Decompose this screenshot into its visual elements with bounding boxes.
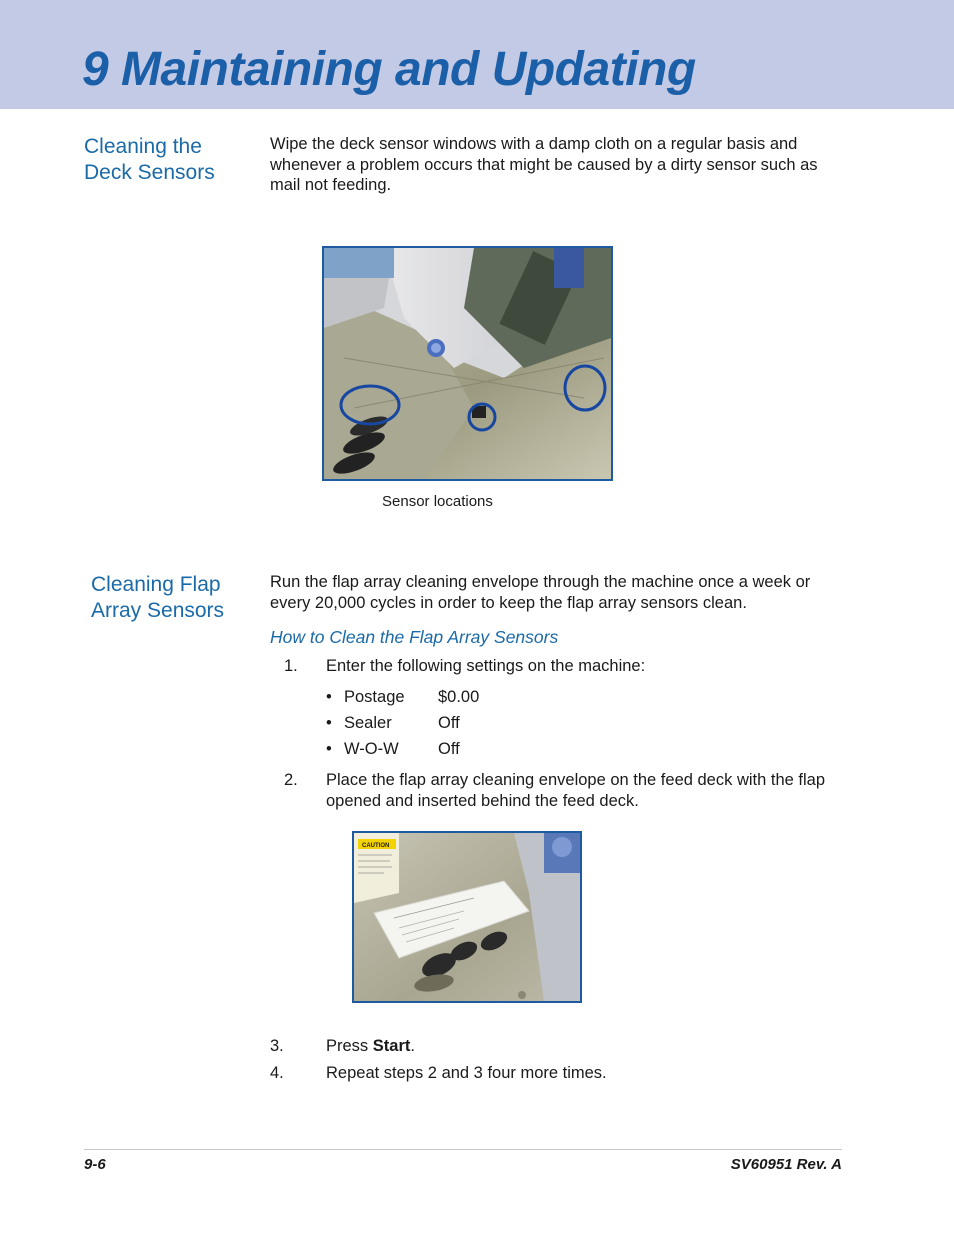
caution-label: CAUTION bbox=[362, 843, 390, 849]
step-3 bbox=[270, 1036, 830, 1058]
step-number: 2. bbox=[284, 771, 298, 789]
procedure-subheading: How to Clean the Flap Array Sensors bbox=[270, 627, 559, 647]
sensor-locations-illustration bbox=[324, 248, 611, 479]
step-number: 3. bbox=[270, 1037, 284, 1055]
setting-value: Off bbox=[438, 714, 460, 732]
bullet: • bbox=[326, 714, 332, 732]
setting-sealer bbox=[326, 714, 526, 736]
setting-value: $0.00 bbox=[438, 688, 480, 706]
step-2 bbox=[284, 770, 824, 814]
step-text: Repeat steps 2 and 3 four more times. bbox=[326, 1064, 607, 1082]
step-text: Enter the following settings on the machine: bbox=[326, 657, 646, 675]
flap-array-paragraph: Run the flap array cleaning envelope through the machine once a week or every 20,000 cycles in order to keep the flap array sensors clean. bbox=[270, 573, 811, 612]
setting-name: Sealer bbox=[344, 714, 392, 732]
step-text: Place the flap array cleaning envelope on the feed deck with the flap opened and inserted behind the feed deck. bbox=[326, 771, 825, 810]
setting-name: W-O-W bbox=[344, 740, 399, 758]
page-number: 9-6 bbox=[84, 1156, 106, 1173]
deck-sensors-paragraph: Wipe the deck sensor windows with a damp cloth on a regular basis and whenever a problem occurs that might be caused by a dirty sensor such as mail not feeding. bbox=[270, 135, 818, 194]
section-heading-flap-array-sensors: Cleaning Flap Array Sensors bbox=[91, 573, 225, 622]
step-1 bbox=[284, 656, 824, 678]
bullet: • bbox=[326, 688, 332, 706]
step-text bbox=[326, 1036, 415, 1057]
bullet: • bbox=[326, 740, 332, 758]
step-4 bbox=[270, 1063, 830, 1085]
step-number: 1. bbox=[284, 657, 298, 675]
step-number: 4. bbox=[270, 1064, 284, 1082]
step-text-pre: Press bbox=[326, 1037, 373, 1055]
footer-rule bbox=[84, 1149, 842, 1150]
cleaning-envelope-photo bbox=[352, 831, 582, 1003]
cleaning-envelope-illustration bbox=[354, 833, 580, 1001]
step-text-post: . bbox=[410, 1037, 415, 1055]
chapter-title: 9 Maintaining and Updating bbox=[82, 43, 696, 96]
start-key-label: Start bbox=[372, 1037, 411, 1055]
setting-postage bbox=[326, 688, 526, 710]
sensor-locations-photo bbox=[322, 246, 613, 481]
document-id: SV60951 Rev. A bbox=[730, 1156, 842, 1173]
chapter-banner bbox=[0, 0, 954, 109]
setting-value: Off bbox=[438, 740, 460, 758]
figure-caption-sensor-locations: Sensor locations bbox=[382, 493, 493, 510]
section-heading-deck-sensors: Cleaning the Deck Sensors bbox=[84, 135, 215, 184]
setting-name: Postage bbox=[344, 688, 405, 706]
setting-wow bbox=[326, 740, 526, 762]
